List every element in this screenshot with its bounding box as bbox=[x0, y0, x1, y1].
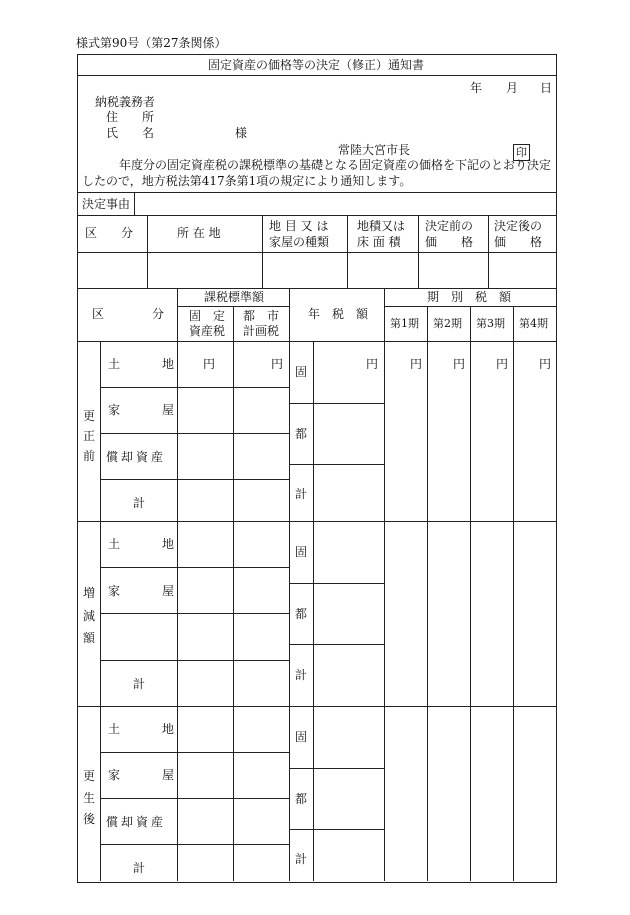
t1-header-after-2: 価 格 bbox=[494, 235, 543, 249]
t2-header-kotei-2: 資産税 bbox=[189, 324, 226, 338]
table1-bottom bbox=[77, 288, 556, 289]
row-line bbox=[100, 752, 289, 753]
row-line bbox=[100, 387, 289, 388]
t2-header-period-1: 第1期 bbox=[390, 317, 419, 330]
address-label: 住 所 bbox=[106, 110, 155, 124]
t1-header-before-2: 価 格 bbox=[425, 235, 474, 249]
col-line bbox=[147, 215, 148, 288]
date-day: 日 bbox=[540, 81, 553, 95]
t1-header-kubun: 区 分 bbox=[85, 226, 134, 240]
t2-header-period-3: 第3期 bbox=[476, 317, 505, 330]
t2-header-kubun: 区 分 bbox=[92, 307, 165, 321]
item-depreciable: 償却資産 bbox=[106, 815, 167, 829]
t1-header-category-2: 家屋の種類 bbox=[269, 235, 330, 249]
tax-kotei: 固 bbox=[295, 730, 308, 744]
item-house: 家 屋 bbox=[108, 403, 181, 417]
tax-total: 計 bbox=[295, 668, 308, 682]
item-total: 計 bbox=[133, 861, 146, 875]
t2-header-toshi-1: 都 市 bbox=[243, 309, 280, 323]
date-year: 年 bbox=[470, 81, 483, 95]
item-house: 家 屋 bbox=[108, 584, 181, 598]
row-line bbox=[100, 613, 289, 614]
t2-header-nenzei: 年 税 額 bbox=[308, 307, 369, 321]
tax-toshi: 都 bbox=[295, 427, 308, 441]
tax-toshi: 都 bbox=[295, 607, 308, 621]
reason-divider bbox=[77, 215, 556, 216]
seal-mark: 印 bbox=[513, 144, 530, 161]
item-land: 土 地 bbox=[108, 722, 181, 736]
t2-header-kibetsu: 期 別 税 額 bbox=[427, 290, 512, 304]
row-line bbox=[100, 567, 289, 568]
tax-kotei: 固 bbox=[295, 365, 308, 379]
body-text-line1: 年度分の固定資産税の課税標準の基礎となる固定資産の価格を下記のとおり決定 bbox=[119, 158, 552, 172]
col-line bbox=[470, 306, 471, 881]
t1-header-area-2: 床 面 積 bbox=[357, 235, 401, 249]
name-label: 氏 名 bbox=[106, 126, 155, 140]
t1-header-after-1: 決定後の bbox=[494, 219, 543, 233]
reason-label: 決定事由 bbox=[82, 197, 131, 211]
t2-header-kazei: 課税標準額 bbox=[204, 290, 265, 304]
notice-title: 固定資産の価格等の決定（修正）通知書 bbox=[208, 58, 425, 72]
col-line bbox=[513, 306, 514, 881]
yen-unit: 円 bbox=[496, 357, 509, 371]
yen-unit: 円 bbox=[271, 357, 284, 371]
yen-unit: 円 bbox=[203, 357, 216, 371]
col-line bbox=[347, 215, 348, 288]
col-line bbox=[427, 306, 428, 881]
col-line bbox=[418, 215, 419, 288]
table1-header-divider bbox=[77, 252, 556, 253]
col-line bbox=[233, 306, 234, 881]
t2-header-toshi-2: 計画税 bbox=[243, 324, 280, 338]
t1-header-location: 所 在 地 bbox=[177, 226, 221, 240]
tax-row-line bbox=[289, 583, 384, 584]
group-change-char1: 増 bbox=[83, 586, 96, 600]
item-land: 土 地 bbox=[108, 537, 181, 551]
table2-header-divider bbox=[77, 341, 556, 342]
yen-unit: 円 bbox=[453, 357, 466, 371]
item-land: 土 地 bbox=[108, 357, 181, 371]
tax-kotei: 固 bbox=[295, 545, 308, 559]
tax-row-line bbox=[289, 829, 384, 830]
title-divider bbox=[77, 75, 556, 76]
group-change-char3: 額 bbox=[83, 631, 96, 645]
group-before-char1: 更 bbox=[83, 409, 96, 423]
group-after-char2: 生 bbox=[83, 791, 96, 805]
item-depreciable: 償却資産 bbox=[106, 450, 167, 464]
row-line bbox=[100, 844, 289, 845]
t2-header-period-2: 第2期 bbox=[433, 317, 462, 330]
tax-row-line bbox=[289, 644, 384, 645]
yen-unit: 円 bbox=[366, 357, 379, 371]
reason-divider-v bbox=[134, 192, 135, 215]
tax-total: 計 bbox=[295, 852, 308, 866]
group-change-char2: 減 bbox=[83, 609, 96, 623]
honorific-sama: 様 bbox=[235, 126, 248, 140]
group-before-char2: 正 bbox=[83, 429, 96, 443]
t2-header-kotei-1: 固 定 bbox=[189, 309, 226, 323]
row-line bbox=[100, 660, 289, 661]
group-before-char3: 前 bbox=[83, 449, 96, 463]
group-divider bbox=[77, 706, 556, 707]
body-divider bbox=[77, 192, 556, 193]
t1-header-category-1: 地 目 又 は bbox=[269, 219, 329, 233]
col-line bbox=[384, 288, 385, 881]
item-total: 計 bbox=[133, 496, 146, 510]
date-month: 月 bbox=[506, 81, 519, 95]
group-after-char3: 後 bbox=[83, 812, 96, 826]
tax-total: 計 bbox=[295, 487, 308, 501]
col-line bbox=[100, 341, 101, 881]
row-line bbox=[100, 798, 289, 799]
col-line bbox=[262, 215, 263, 288]
row-line bbox=[100, 433, 289, 434]
t1-header-area-1: 地積又は bbox=[357, 219, 406, 233]
tax-toshi: 都 bbox=[295, 792, 308, 806]
tax-row-line bbox=[289, 403, 384, 404]
body-text-line2: したので，地方税法第417条第1項の規定により通知します。 bbox=[82, 174, 412, 188]
yen-unit: 円 bbox=[539, 357, 552, 371]
tax-row-line bbox=[289, 464, 384, 465]
yen-unit: 円 bbox=[410, 357, 423, 371]
issuer-name: 常陸大宮市長 bbox=[338, 143, 411, 157]
col-line bbox=[313, 341, 314, 881]
t1-header-before-1: 決定前の bbox=[425, 219, 474, 233]
col-line bbox=[289, 288, 290, 881]
taxpayer-heading: 納税義務者 bbox=[95, 95, 156, 109]
row-line bbox=[100, 479, 289, 480]
form-label: 様式第90号（第27条関係） bbox=[76, 36, 227, 50]
item-total: 計 bbox=[133, 677, 146, 691]
t2-header-period-4: 第4期 bbox=[519, 317, 548, 330]
group-after-char1: 更 bbox=[83, 769, 96, 783]
item-house: 家 屋 bbox=[108, 768, 181, 782]
col-line bbox=[488, 215, 489, 288]
group-divider bbox=[77, 521, 556, 522]
tax-row-line bbox=[289, 768, 384, 769]
